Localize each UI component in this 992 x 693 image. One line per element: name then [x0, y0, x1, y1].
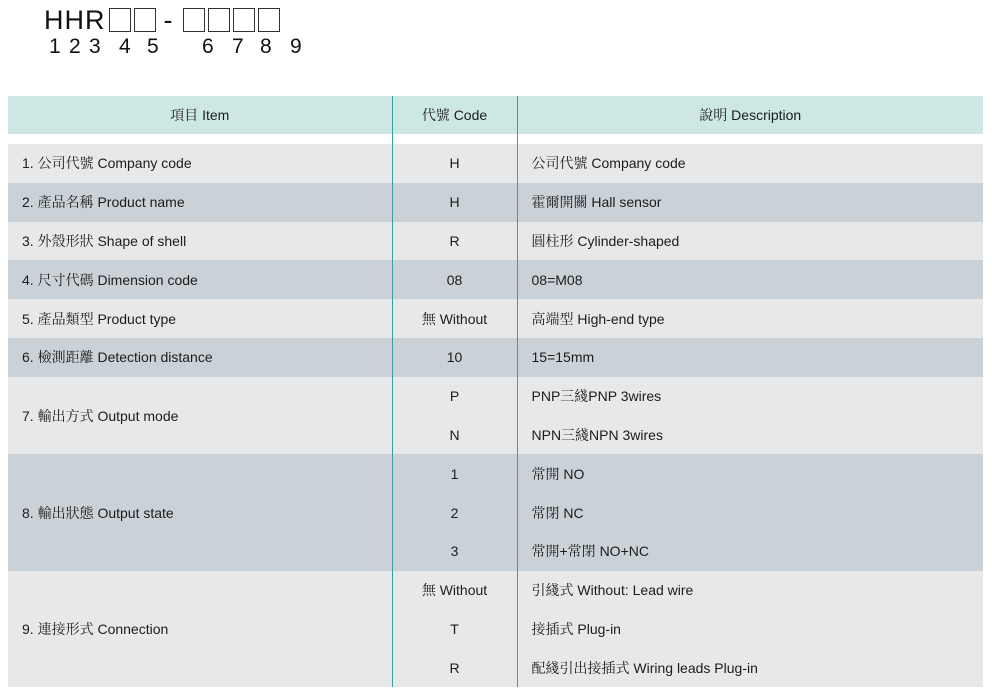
- row-description: PNP三綫PNP 3wires: [517, 377, 983, 416]
- row-description: 08=M08: [517, 260, 983, 299]
- position-numbers: [44, 35, 302, 59]
- row-code: P: [392, 377, 517, 416]
- table-row: [8, 183, 983, 222]
- table-row: [8, 222, 983, 261]
- row-description: 圓柱形 Cylinder-shaped: [517, 222, 983, 261]
- row-item-label: 8. 輸出狀態 Output state: [8, 454, 392, 570]
- row-code: R: [392, 222, 517, 261]
- row-code: 3: [392, 532, 517, 571]
- row-description: 引綫式 Without: Lead wire: [517, 571, 983, 610]
- table-row: [8, 338, 983, 377]
- position-number: 7: [232, 35, 244, 58]
- row-code: 2: [392, 493, 517, 532]
- table-row: [8, 260, 983, 299]
- row-code: H: [392, 183, 517, 222]
- row-item-label: 7. 輸出方式 Output mode: [8, 377, 392, 455]
- position-number: 3: [89, 35, 101, 58]
- row-item-label: 9. 連接形式 Connection: [8, 571, 392, 687]
- row-description: 常閉 NC: [517, 493, 983, 532]
- table-row: [8, 454, 983, 493]
- row-code: 無 Without: [392, 299, 517, 338]
- header-code: 代號 Code: [392, 96, 517, 134]
- code-box-9: [258, 8, 280, 32]
- row-item-label: 4. 尺寸代碼 Dimension code: [8, 260, 392, 299]
- position-number: 6: [202, 35, 214, 58]
- row-description: 配綫引出接插式 Wiring leads Plug-in: [517, 648, 983, 687]
- table-spacer: [8, 134, 983, 144]
- row-code: H: [392, 144, 517, 183]
- row-description: 15=15mm: [517, 338, 983, 377]
- row-description: 常開 NO: [517, 454, 983, 493]
- model-code-table: [8, 96, 983, 687]
- row-code: T: [392, 610, 517, 649]
- row-code: 1: [392, 454, 517, 493]
- row-item-label: 5. 產品類型 Product type: [8, 299, 392, 338]
- code-dash: -: [163, 4, 174, 35]
- position-number: 9: [290, 35, 302, 58]
- model-code-pattern: [44, 5, 280, 35]
- table-row: [8, 571, 983, 610]
- position-number: 1: [49, 35, 61, 58]
- code-box-5: [134, 8, 156, 32]
- row-item-label: 2. 產品名稱 Product name: [8, 183, 392, 222]
- row-description: 常開+常閉 NO+NC: [517, 532, 983, 571]
- row-code: 08: [392, 260, 517, 299]
- code-box-8: [233, 8, 255, 32]
- code-box-7: [208, 8, 230, 32]
- table-row: [8, 377, 983, 416]
- code-box-4: [109, 8, 131, 32]
- row-code: 10: [392, 338, 517, 377]
- position-number: 8: [260, 35, 272, 58]
- row-code: R: [392, 648, 517, 687]
- model-code-header: [44, 4, 302, 59]
- row-item-label: 3. 外殼形狀 Shape of shell: [8, 222, 392, 261]
- row-code: N: [392, 416, 517, 455]
- table-row: [8, 144, 983, 183]
- position-number: 5: [147, 35, 159, 58]
- row-description: 霍爾開關 Hall sensor: [517, 183, 983, 222]
- row-description: NPN三綫NPN 3wires: [517, 416, 983, 455]
- row-code: 無 Without: [392, 571, 517, 610]
- position-number: 4: [119, 35, 131, 58]
- row-item-label: 6. 檢測距離 Detection distance: [8, 338, 392, 377]
- table-row: [8, 299, 983, 338]
- header-item: 項目 Item: [8, 96, 392, 134]
- row-description: 高端型 High-end type: [517, 299, 983, 338]
- model-code-prefix: HHR: [44, 4, 106, 35]
- table-header-row: [8, 96, 983, 134]
- row-description: 公司代號 Company code: [517, 144, 983, 183]
- position-number: 2: [69, 35, 81, 58]
- header-description: 說明 Description: [517, 96, 983, 134]
- code-box-6: [183, 8, 205, 32]
- row-description: 接插式 Plug-in: [517, 610, 983, 649]
- row-item-label: 1. 公司代號 Company code: [8, 144, 392, 183]
